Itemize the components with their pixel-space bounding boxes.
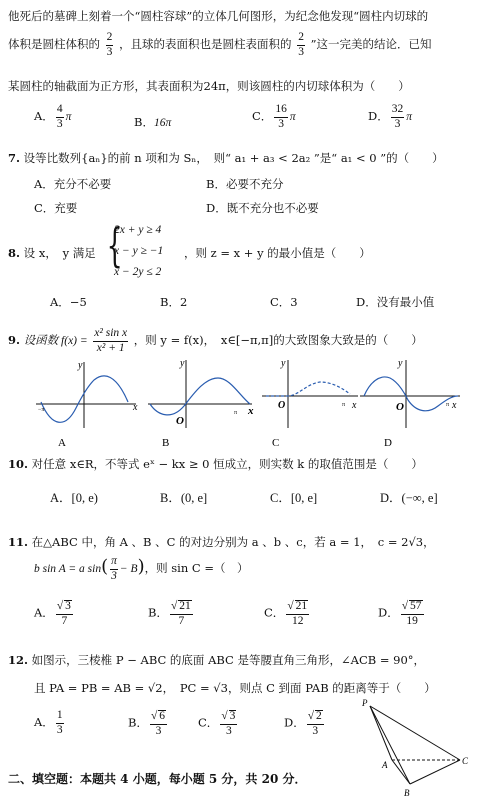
q9-a-y-label: y [78,360,83,371]
fraction-two-thirds-2: $\frac{2}{3}$ [298,31,304,58]
q12-option-c[interactable]: C． √ $\frac{3}{3}$ [198,710,239,737]
q10-option-b[interactable]: B．(0, e] [160,491,208,505]
intro-option-b[interactable]: B．16π [134,115,172,129]
q9-function-fraction: $\frac{\text{x² sin x}}{\text{x² + 1}}$ [94,327,128,354]
q10-stem: 10. 对任意 x∈R，不等式 eˣ − kx ≥ 0 恒成立，则实数 k 的取值范围是（ ） [8,457,423,471]
q11-line-2: b sin A = a sin( $\frac{\pi}{3}$ − B)，则 sin C =（ ） [34,555,249,582]
q9-a-x-label: x [133,402,138,413]
q12-label-b: B [404,788,410,798]
q9-d-x-label: x [452,400,457,411]
q8-ineq-1: 2x + y ≥ 4 [114,224,162,236]
intro-option-d[interactable]: D． $\frac{32}{3}$ π [368,103,412,130]
q9-graph-c[interactable] [262,358,358,428]
section-heading: 二、填空题：本题共 4 小题，每小题 5 分，共 20 分． [8,772,307,786]
q9-label-d: D [384,437,392,449]
q12-pyramid-figure [362,696,472,800]
q8-brace: { [106,218,123,272]
q9-c-x-label: x [352,400,357,411]
q9-b-y-label: y [180,358,185,369]
intro-line-3: 某圆柱的轴截面为正方形，其表面积为24π，则该圆柱的内切球体积为（ ） [8,79,410,93]
q10-option-c[interactable]: C．[0, e] [270,491,318,505]
q9-c-pi: π [342,402,346,408]
q12-option-d[interactable]: D． √ $\frac{2}{3}$ [284,710,326,737]
q12-line-2: 且 PA = PB = AB = √2， PC = √3，则点 C 到面 PAB 的距离等于（ ） [34,681,436,695]
q10-option-a[interactable]: A．[0, e) [50,491,98,505]
q9-d-origin: O [396,401,404,413]
intro-line-1: 他死后的墓碑上刻着一个“圆柱容球”的立体几何图形，为纪念他发现“圆柱内切球的 [8,9,429,23]
q7-option-c[interactable]: C．充要 [34,201,78,215]
q12-label-a: A [382,760,388,770]
q8-option-a[interactable]: A．−5 [50,295,87,309]
q7-option-b[interactable]: B．必要不充分 [206,177,284,191]
q9-graph-a[interactable] [36,360,138,428]
q9-label-b: B [162,437,170,449]
q8-ineq-2: x − y ≥ −1 [114,245,164,257]
q11-line-1: 11. 在△ABC 中，角 A 、B 、C 的对边分别为 a 、b 、c，若 a = 1， c = 2√3， [8,535,435,549]
q9-label-a: A [58,437,66,449]
q11-option-a[interactable]: A． √ $\frac{3}{7}$ [34,600,75,627]
intro-option-c[interactable]: C． $\frac{16}{3}$ π [252,103,296,130]
intro-line-2: 体积是圆柱体积的 $\frac{2}{3}$ ，且球的表面积也是圆柱表面积的 $\frac{2}{3}$ ”这一完美的结论．已知 [8,31,432,58]
q12-label-c: C [462,756,469,766]
q9-b-pi: π [234,410,238,416]
q8-option-c[interactable]: C．3 [270,295,298,309]
q8-stem-post: ，则 z = x + y 的最小值是（ ） [184,246,371,260]
q7-option-d[interactable]: D．既不充分也不必要 [206,201,319,215]
q9-graphs [0,356,484,456]
q8-stem-pre: 8. 设 x， y 满足 [8,246,96,260]
q7-stem: 7. 设等比数列{aₙ}的前 n 项和为 Sₙ， 则“ a₁ + a₃ < 2a₂ ”是“ a₁ < 0 ”的（ ） [8,151,444,165]
q11-option-b[interactable]: B． √ $\frac{21}{7}$ [148,600,195,627]
q12-line-1: 12. 如图示，三棱椎 P − ABC 的底面 ABC 是等腰直角三角形，∠ACB = 90°， [8,653,426,667]
q9-c-origin: O [278,400,286,411]
intro-option-a[interactable]: A． $\frac{4}{3}$ π [34,103,72,130]
q12-option-b[interactable]: B． √ $\frac{6}{3}$ [128,710,169,737]
q12-label-p: P [362,698,368,708]
q8-ineq-3: x − 2y ≤ 2 [114,266,162,278]
q10-option-d[interactable]: D．(−∞, e] [380,491,438,505]
q12-option-a[interactable]: A． $\frac{1}{3}$ [34,709,63,736]
q9-d-pi: π [446,402,450,408]
q9-label-c: C [272,437,280,449]
q9-c-y-label: y [281,358,286,369]
q9-a-neg-pi: −π [38,407,45,413]
q9-b-origin: O [176,415,184,427]
q9-d-y-label: y [398,358,403,369]
q8-option-d[interactable]: D．没有最小值 [356,295,435,309]
q8-option-b[interactable]: B．2 [160,295,188,309]
q9-stem: 9. 设函数 f(x) = $\frac{\text{x² sin x}}{\text{x² + 1}}$ ，则 y = f(x)， x∈[−π,π]的大致图象大致是的（ ） [8,327,423,354]
q11-option-d[interactable]: D． √ $\frac{57}{19}$ [378,600,426,627]
q7-option-a[interactable]: A．充分不必要 [34,177,112,191]
q9-graph-d[interactable] [360,358,460,428]
q9-b-x-label: x [248,405,254,417]
q9-graph-b[interactable] [148,358,254,428]
fraction-two-thirds: $\frac{2}{3}$ [106,31,113,58]
q11-option-c[interactable]: C． √ $\frac{21}{12}$ [264,600,311,627]
